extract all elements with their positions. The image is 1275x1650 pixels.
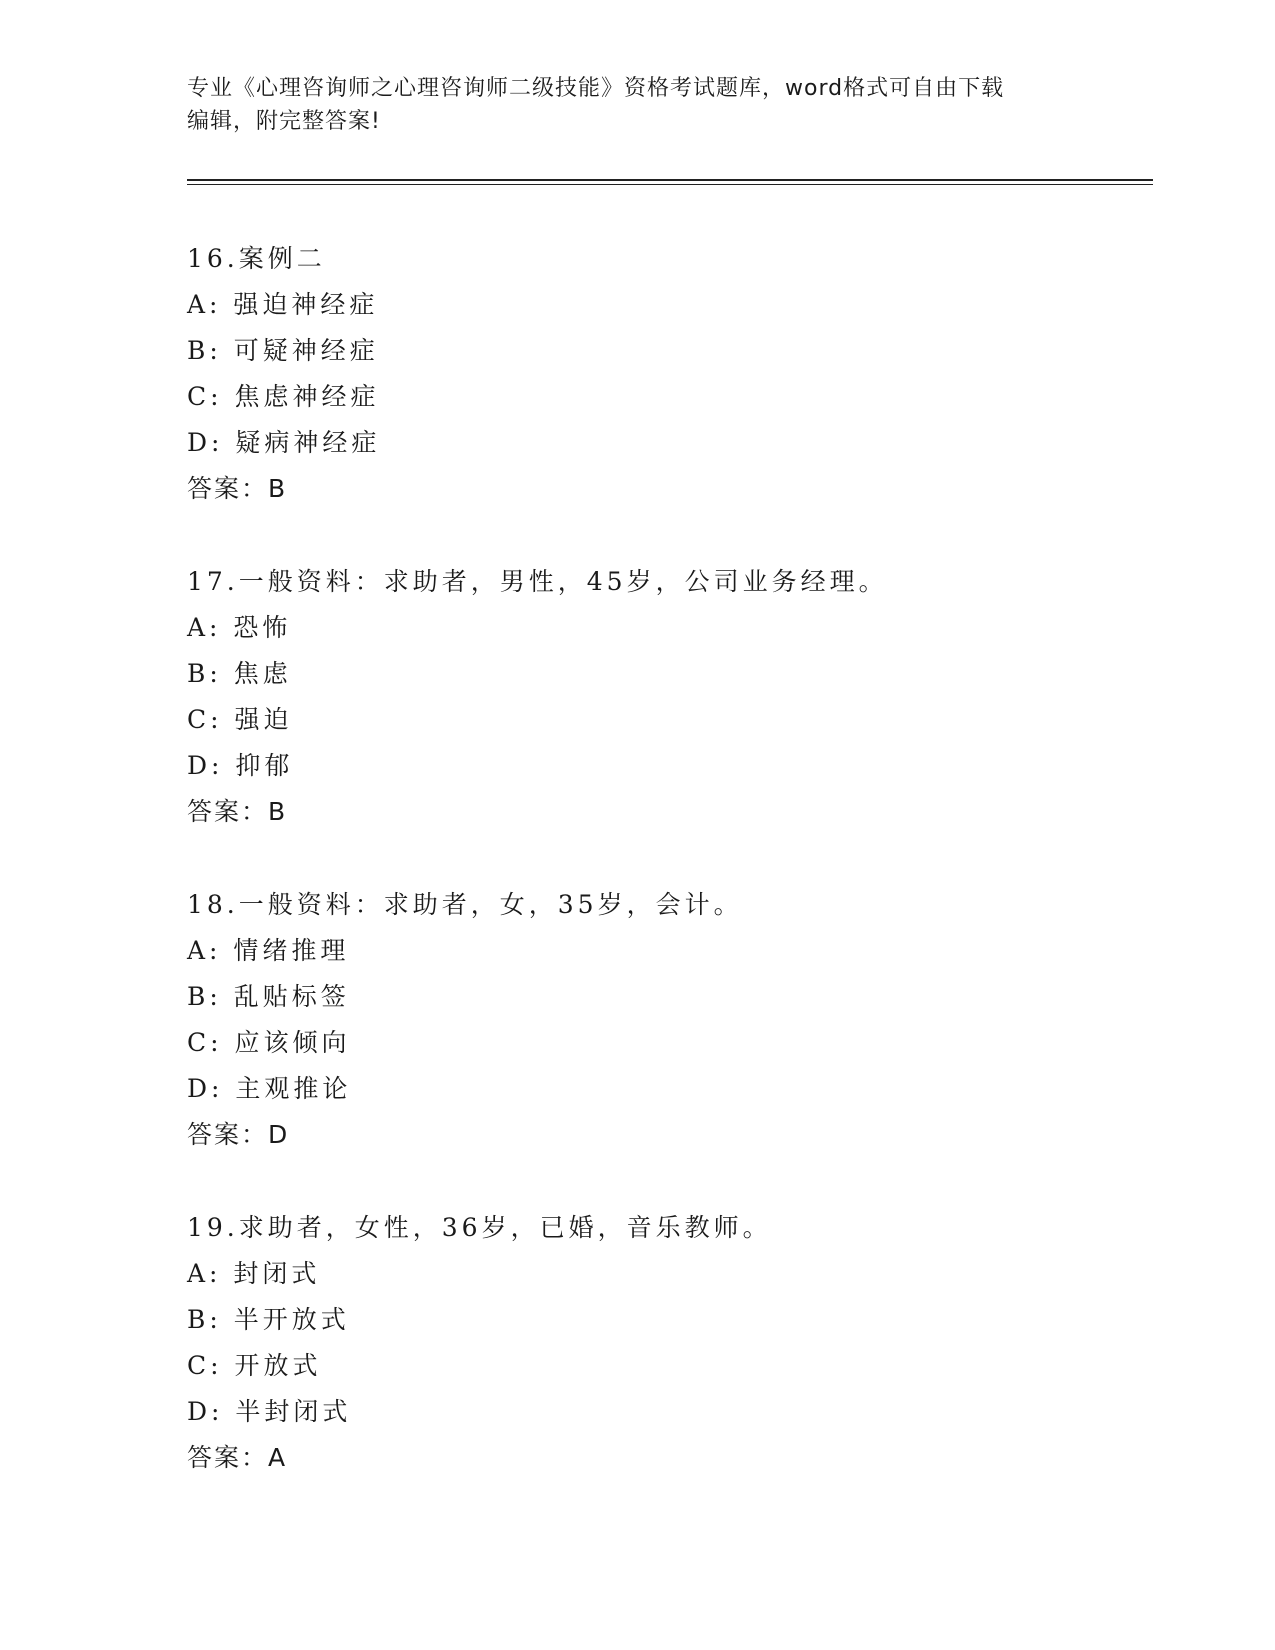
option-d: D: 疑病神经症 [187,428,381,457]
question-19 [187,1205,1147,1481]
answer-line: 答案：D [187,1120,290,1149]
option-c: C: 应该倾向 [187,1028,351,1057]
option-d: D: 主观推论 [187,1074,352,1103]
answer-line: 答案：B [187,797,288,826]
option-c: C: 焦虑神经症 [187,382,380,411]
option-c: C: 开放式 [187,1351,322,1380]
option-c: C: 强迫 [187,705,293,734]
question-stem: 19.求助者，女性，36岁，已婚，音乐教师。 [187,1213,772,1242]
document-header [187,72,1087,138]
option-b: B: 焦虑 [187,659,292,688]
question-18 [187,882,1147,1158]
option-b: B: 可疑神经症 [187,336,379,365]
option-b: B: 乱贴标签 [187,982,350,1011]
option-b: B: 半开放式 [187,1305,350,1334]
answer-line: 答案：A [187,1443,288,1472]
option-a: A: 封闭式 [187,1259,321,1288]
header-divider [187,179,1153,185]
question-16 [187,236,1147,512]
option-d: D: 抑郁 [187,751,294,780]
option-a: A: 情绪推理 [187,936,350,965]
question-stem: 18.一般资料：求助者，女，35岁，会计。 [187,890,743,919]
option-a: A: 恐怖 [187,613,292,642]
header-line-1: 专业《心理咨询师之心理咨询师二级技能》资格考试题库，word格式可自由下载 [187,76,1005,101]
question-stem: 17.一般资料：求助者，男性，45岁，公司业务经理。 [187,567,888,596]
answer-line: 答案：B [187,474,288,503]
header-line-2: 编辑，附完整答案! [187,109,381,134]
option-d: D: 半封闭式 [187,1397,352,1426]
question-17 [187,559,1147,835]
question-stem: 16.案例二 [187,244,326,273]
option-a: A: 强迫神经症 [187,290,379,319]
question-list [187,236,1147,1528]
